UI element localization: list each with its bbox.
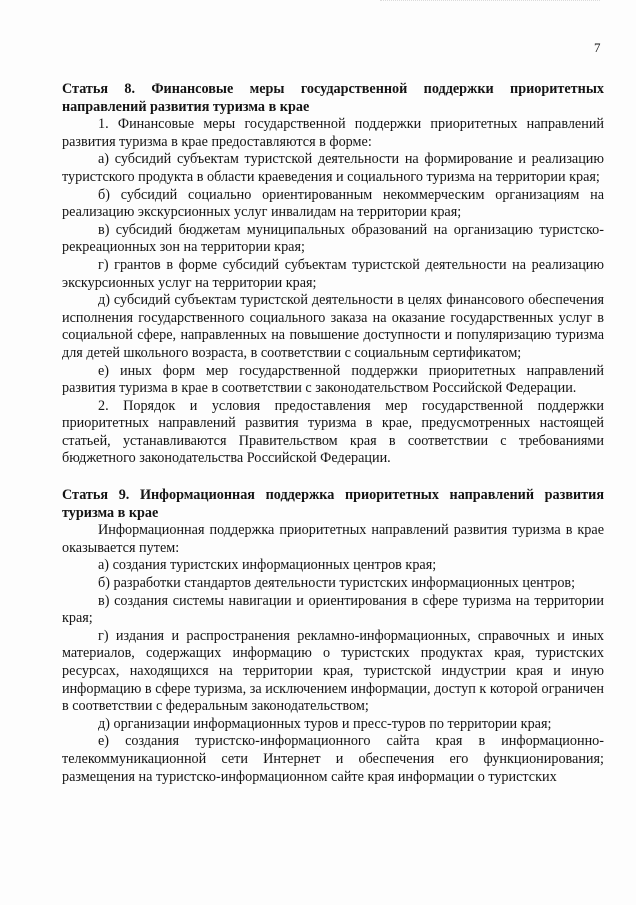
article-8-paragraph: е) иных форм мер государственной поддержки приоритетных направлений развития туризма в крае в соответствии с законодательством Российской Федерации. (62, 362, 604, 397)
article-9-paragraph: е) создания туристско-информационного сайта края в информационно-телекоммуникационной сети Интернет и обеспечения его функционирования; размещения на туристско-информационном сайте края информации о туристских (62, 733, 604, 785)
article-9-paragraph: г) издания и распространения рекламно-информационных, справочных и иных материалов, содержащих информацию о туристских продуктах края, туристских ресурсах, находящихся на территории края, туристской индустрии края и иную информацию в сфере туризма, за исключением информации, доступ к которой ограничен в соответствии с федеральным законодательством; (62, 627, 604, 715)
article-8 (62, 81, 604, 468)
article-8-paragraph: 2. Порядок и условия предоставления мер государственной поддержки приоритетных направлений развития туризма в крае, предусмотренных настоящей статьей, устанавливаются Правительством края в соответствии с требованиями бюджетного законодательства Российской Федерации. (62, 397, 604, 467)
article-8-title: Статья 8. Финансовые меры государственной поддержки приоритетных направлений развития туризма в крае (62, 81, 604, 115)
article-9-paragraph: б) разработки стандартов деятельности туристских информационных центров; (98, 575, 576, 592)
document-body (62, 81, 604, 786)
page-number: 7 (594, 40, 601, 55)
article-8-paragraph: а) субсидий субъектам туристской деятельности на формирование и реализацию туристского продукта в области краеведения и социального туризма на территории края; (62, 151, 604, 185)
article-8-paragraph: 1. Финансовые меры государственной поддержки приоритетных направлений развития туризма в крае предоставляются в форме: (62, 116, 604, 150)
scan-artifact (380, 0, 600, 7)
article-8-paragraph: в) субсидий бюджетам муниципальных образований на организацию туристско-рекреационных зон на территории края; (62, 221, 604, 256)
section-spacer (62, 468, 604, 487)
article-8-paragraph: г) грантов в форме субсидий субъектам туристской деятельности на реализацию экскурсионных услуг на территории края; (62, 256, 604, 291)
article-9-paragraph: в) создания системы навигации и ориентирования в сфере туризма на территории края; (62, 592, 604, 627)
article-9-title: Статья 9. Информационная поддержка приоритетных направлений развития туризма в крае (62, 487, 604, 521)
article-9-paragraph: д) организации информационных туров и пресс-туров по территории края; (98, 715, 552, 732)
article-8-paragraph: д) субсидий субъектам туристской деятельности в целях финансового обеспечения исполнения государственного социального заказа на оказание государственных услуг в социальной сфере, направленных на повышение доступности и популяризацию туризма для детей школьного возраста, в соответствии с социальным сертификатом; (62, 292, 604, 361)
article-9 (62, 487, 604, 786)
article-9-paragraph: Информационная поддержка приоритетных направлений развития туризма в крае оказывается путем: (62, 522, 604, 556)
article-9-paragraph: а) создания туристских информационных центров края; (98, 557, 437, 574)
article-8-paragraph: б) субсидий социально ориентированным некоммерческим организациям на реализацию экскурсионных услуг инвалидам на территории края; (62, 186, 604, 221)
